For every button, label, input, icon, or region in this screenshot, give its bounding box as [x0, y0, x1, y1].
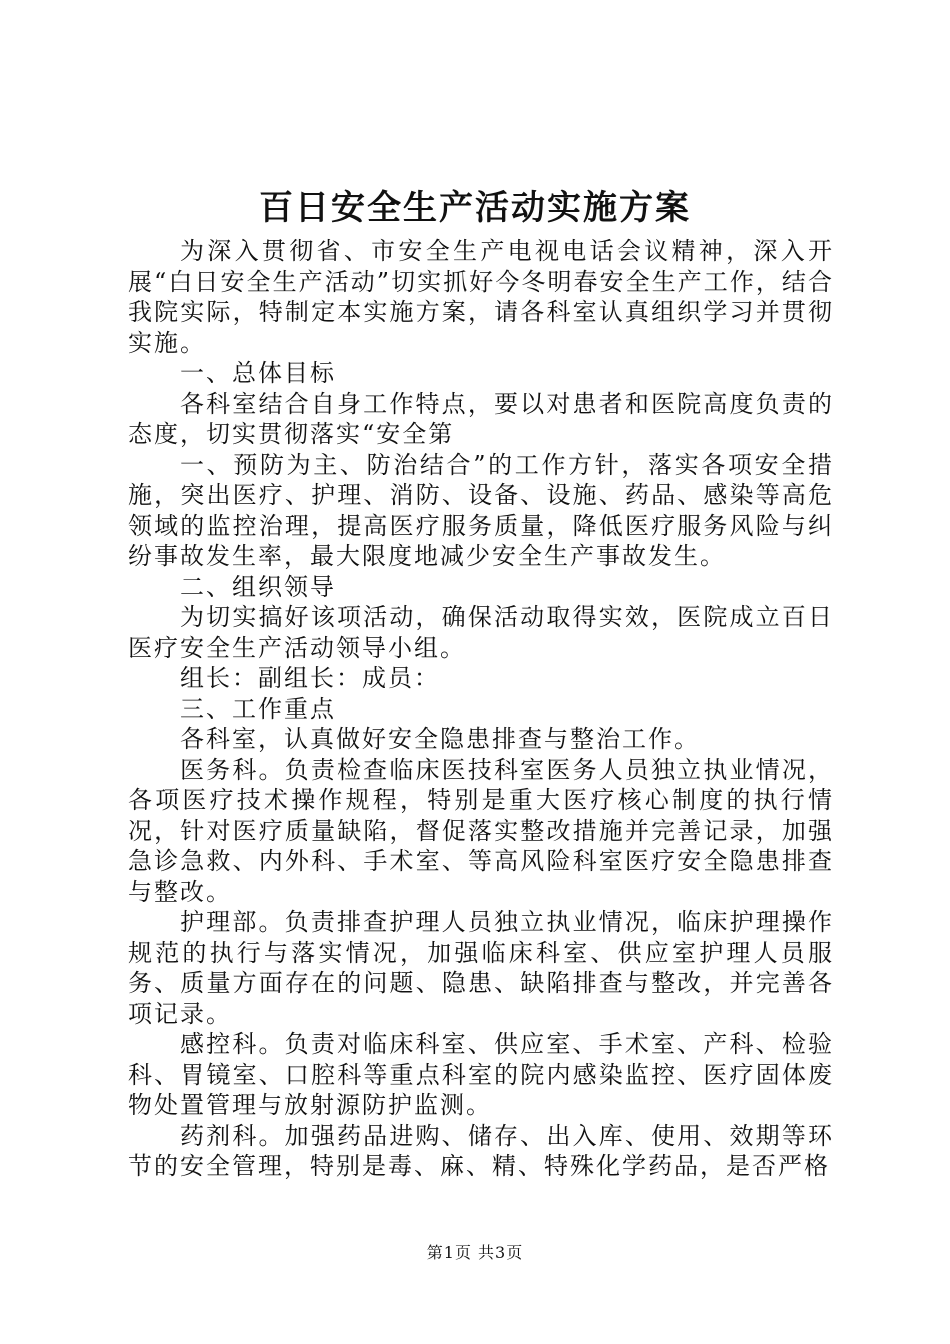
heading-work-focus: 三、工作重点: [180, 694, 336, 723]
paragraph-intro: 为深入贯彻省、市安全生产电视电话会议精神，深入开展“白日安全生产活动”切实抓好今冬明春安全生产工作，结合我院实际，特制定本实施方案，请各科室认真组织学习并贯彻实施。: [128, 237, 834, 357]
heading-organization: 二、组织领导: [180, 572, 336, 601]
paragraph-organization: 为切实搞好该项活动，确保活动取得实效，医院成立百日医疗安全生产活动领导小组。: [128, 603, 834, 662]
document-body: [128, 236, 834, 1182]
paragraph-nursing: 护理部。负责排查护理人员独立执业情况，临床护理操作规范的执行与落实情况，加强临床科室、供应室护理人员服务、质量方面存在的问题、隐患、缺陷排查与整改，并完善各项记录。: [128, 908, 834, 1028]
paragraph-infection-control: 感控科。负责对临床科室、供应室、手术室、产科、检验科、胃镜室、口腔科等重点科室的院内感染监控、医疗固体废物处置管理与放射源防护监测。: [128, 1030, 834, 1119]
paragraph-pharmacy: 药剂科。加强药品进购、储存、出入库、使用、效期等环节的安全管理，特别是毒、麻、精、特殊化学药品，是否严格: [128, 1121, 834, 1180]
document-title: 百日安全生产活动实施方案: [259, 188, 691, 228]
heading-overall-goal: 一、总体目标: [180, 359, 336, 387]
paragraph-medical-affairs: 医务科。负责检查临床医技科室医务人员独立执业情况，各项医疗技术操作规程，特别是重大医疗核心制度的执行情况，针对医疗质量缺陷，督促落实整改措施并完善记录，加强急诊急救、内外科、手术室、等高风险科室医疗安全隐患排查与整改。: [128, 755, 834, 906]
paragraph-members: 组长：副组长：成员：: [180, 664, 440, 692]
paragraph-departments: 各科室，认真做好安全隐患排查与整治工作。: [180, 725, 700, 753]
paragraph-goal: 各科室结合自身工作特点，要以对患者和医院高度负责的态度，切实贯彻落实“安全第: [128, 389, 834, 448]
page-footer: 第1页 共3页: [426, 1243, 524, 1262]
paragraph-policy: 一、预防为主、防治结合”的工作方针，落实各项安全措施，突出医疗、护理、消防、设备、设施、药品、感染等高危领域的监控治理，提高医疗服务质量，降低医疗服务风险与纠纷事故发生率，最大限度地减少安全生产事故发生。: [128, 450, 834, 570]
